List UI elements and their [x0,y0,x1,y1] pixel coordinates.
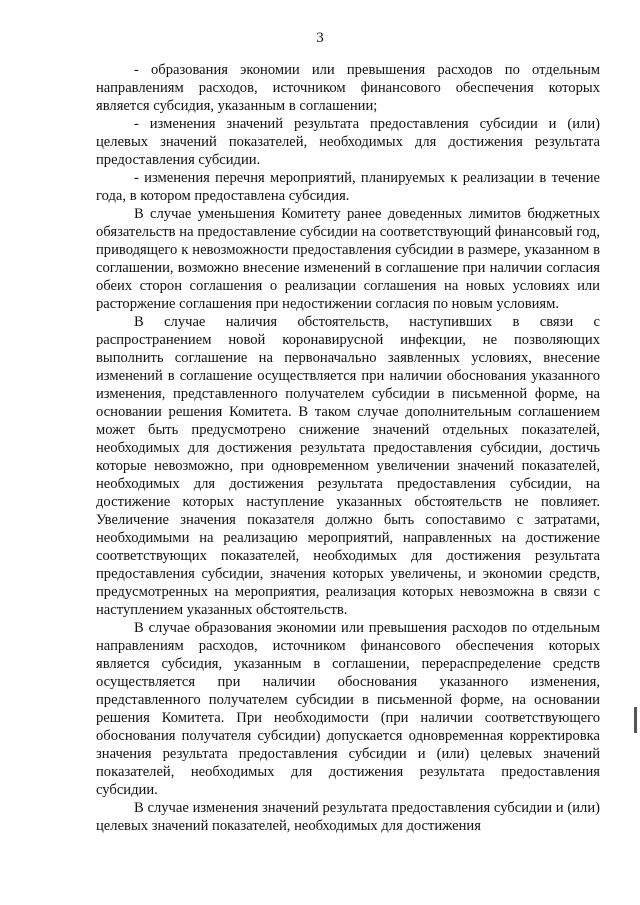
paragraph-savings-list-item: - образования экономии или превышения расходов по отдельным направлениям расходов, источником финансового обеспечения которых является субсидия, указанным в соглашении; [96,62,600,114]
paragraph-redistribution: В случае образования экономии или превышения расходов по отдельным направлениям расходов, источником финансового обеспечения которых является субсидия, указанным в соглашении, перераспределение средств осуществляется при наличии обоснования указанного изменения, представленного получателем субсидии в письменной форме, на основании решения Комитета. При необходимости (при наличии соответствующего обоснования получателя субсидии) допускается одновременная корректировка значения результата предоставления субсидии и (или) целевых значений показателей, необходимых для достижения результата предоставления субсидии. [96,620,600,798]
paragraph-result-values-list-item: - изменения значений результата предоставления субсидии и (или) целевых значений показателей, необходимых для достижения результата предоставления субсидии. [96,116,600,168]
paragraph-activities-list-item: - изменения перечня мероприятий, планируемых к реализации в течение года, в котором предоставлена субсидия. [96,170,600,204]
paragraph-budget-limits: В случае уменьшения Комитету ранее доведенных лимитов бюджетных обязательств на предоставление субсидии на соответствующий финансовый год, приводящего к невозможности предоставления субсидии в размере, указанном в соглашении, возможно внесение изменений в соглашение при наличии согласия обеих сторон соглашения о реализации соглашения на новых условиях или расторжение соглашения при недостижении согласия по новым условиям. [96,206,600,312]
paragraph-coronavirus: В случае наличия обстоятельств, наступивших в связи с распространением новой коронавирусной инфекции, не позволяющих выполнить соглашение на первоначально заявленных условиях, внесение изменений в соглашение осуществляется при наличии обоснования указанного изменения, представленного получателем субсидии в письменной форме, на основании решения Комитета. В таком случае дополнительным соглашением может быть предусмотрено снижение значений отдельных показателей, необходимых для достижения результата предоставления субсидии, достичь которые невозможно, при одновременном увеличении значений показателей, необходимых для достижения результата предоставления субсидии, на достижение которых наступление указанных обстоятельств не повлияет. Увеличение значения показателя должно быть сопоставимо с затратами, необходимыми на реализацию мероприятий, направленных на достижение соответствующих показателей, необходимых для достижения результата предоставления субсидии, значения которых увеличены, и экономии средств, предусмотренных на мероприятия, реализация которых невозможна в связи с наступлением указанных обстоятельств. [96,314,600,618]
page-number: 3 [316,30,324,46]
scan-edge-mark [634,707,637,733]
document-body [96,61,600,835]
paragraph-result-changes: В случае изменения значений результата предоставления субсидии и (или) целевых значений показателей, необходимых для достижения [96,800,600,834]
